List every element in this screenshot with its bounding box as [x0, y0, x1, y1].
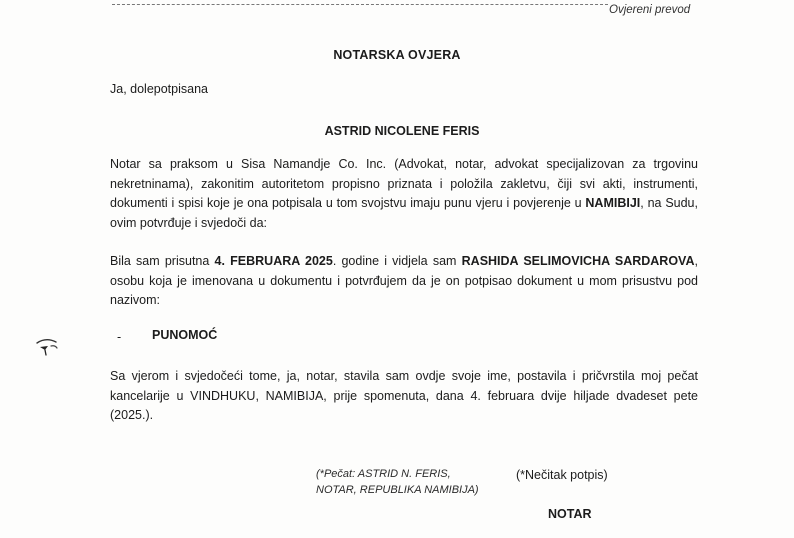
paragraph1-country: NAMIBIJI	[585, 196, 641, 210]
stamp-note	[316, 466, 479, 498]
paragraph1-text-a: Notar sa praksom u Sisa Namandje Co. Inc. (Advokat, notar, advokat specijalizovan za trgovinu nekretninama), zakonitim autoritetom propisno priznata i položila zakletvu, čiji svi akti, instrumenti, dokumenti i spisi koje je ona potpisala u tom svojstvu imaju punu vjeru i povjerenje u	[110, 157, 698, 210]
paragraph-notary-authority	[110, 155, 698, 233]
paragraph-witness: Sa vjerom i svjedočeći tome, ja, notar, stavila sam ovdje svoje ime, postavila i pričvrstila moj pečat kancelarije u VINDHUKU, NAMIBIJA, prije spomenuta, dana 4. februara dvije hiljade dvadeset pete (2025.).	[110, 369, 698, 422]
paragraph2-date: 4. FEBRUARA 2025	[214, 254, 333, 268]
header-certified-label: Ovjereni prevod	[609, 4, 691, 16]
list-dash: -	[117, 330, 122, 344]
paragraph2-text-b: . godine i vidjela sam	[332, 254, 462, 268]
header-dashed-rule	[112, 4, 608, 5]
paragraph2-person: RASHIDA SELIMOVICHA SARDAROVA	[461, 254, 695, 268]
notary-name: ASTRID NICOLENE FERIS	[324, 124, 480, 138]
paragraph2-text-c: , osobu koja je imenovana u dokumentu i potvrđujem da je on potpisao dokument u mom prisustvu pod nazivom:	[110, 254, 698, 307]
hand-drawn-mark-icon	[34, 336, 62, 358]
signature-role: NOTAR	[548, 507, 592, 521]
paragraph1-text-b: , na Sudu, ovim potvrđuje i svjedoči da:	[110, 196, 698, 230]
stamp-line-1: (*Pečat: ASTRID N. FERIS,	[316, 468, 451, 480]
document-title: NOTARSKA OVJERA	[333, 48, 461, 62]
document-name-item: PUNOMOĆ	[152, 328, 218, 342]
signature-note: (*Nečitak potpis)	[516, 468, 608, 482]
paragraph2-text-a: Bila sam prisutna	[110, 254, 215, 268]
paragraph-presence	[110, 252, 698, 311]
stamp-line-2: NOTAR, REPUBLIKA NAMIBIJA)	[316, 484, 479, 496]
intro-line: Ja, dolepotpisana	[110, 82, 208, 96]
